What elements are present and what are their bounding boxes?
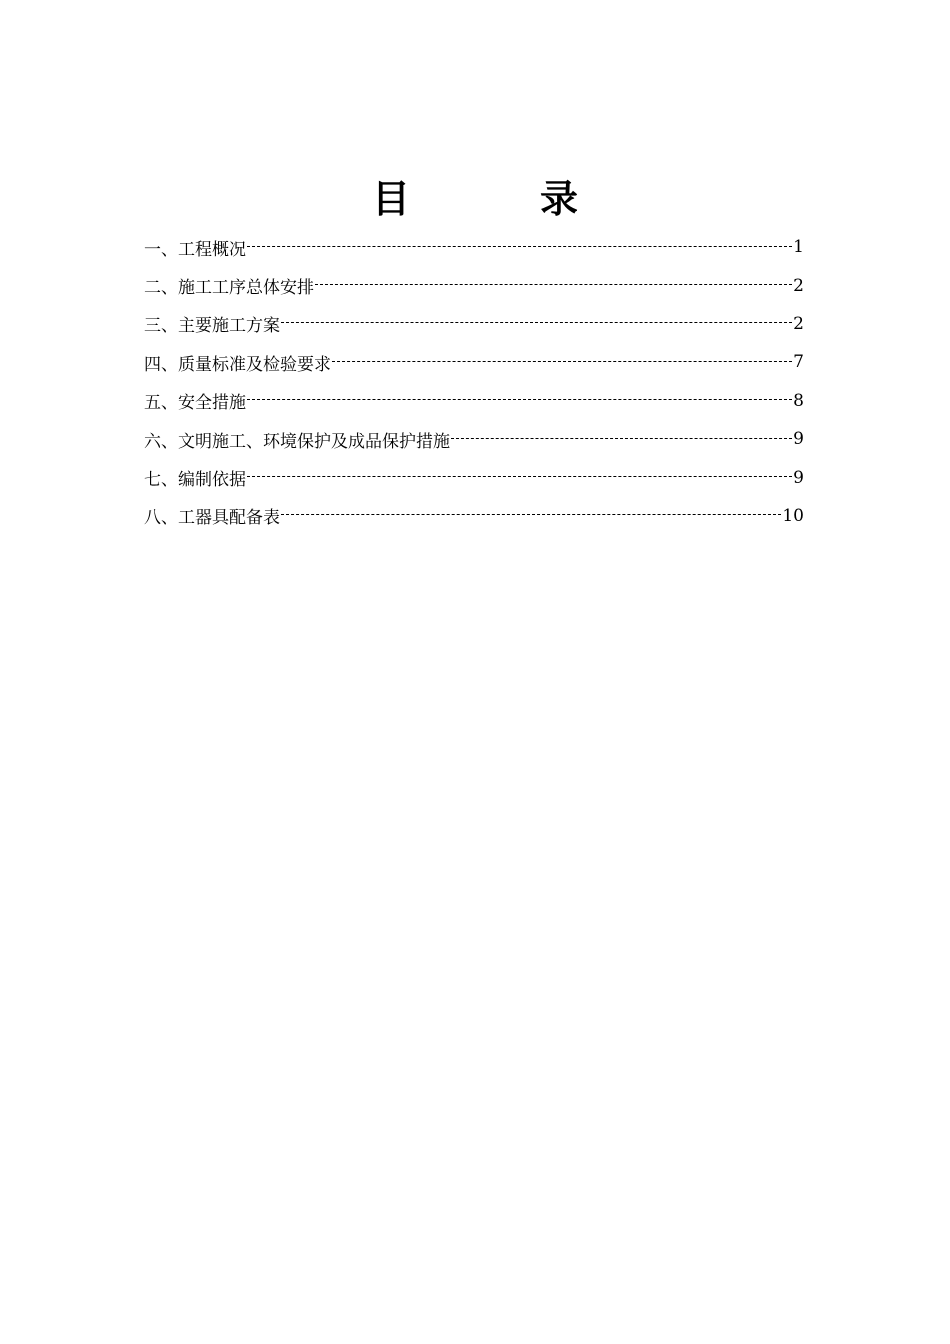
toc-entry-page: 10 — [782, 505, 804, 526]
toc-entry-1[interactable] — [144, 228, 804, 266]
toc-entry-2[interactable] — [144, 266, 804, 304]
toc-dash-leader — [332, 361, 792, 362]
toc-entry-label: 七、编制依据 — [144, 470, 246, 491]
table-of-contents — [144, 228, 804, 535]
title-char-1: 目 — [371, 177, 540, 221]
toc-entry-4[interactable] — [144, 343, 804, 381]
toc-entry-label: 一、工程概况 — [144, 239, 246, 260]
toc-entry-label: 五、安全措施 — [144, 393, 246, 414]
toc-entry-label: 二、施工工序总体安排 — [144, 278, 314, 299]
toc-entry-page: 2 — [793, 313, 804, 334]
toc-entry-3[interactable] — [144, 305, 804, 343]
page-title — [0, 176, 950, 222]
toc-entry-7[interactable] — [144, 458, 804, 496]
title-char-2: 录 — [540, 177, 709, 221]
toc-entry-label: 六、文明施工、环境保护及成品保护措施 — [144, 431, 450, 452]
toc-dash-leader — [281, 514, 781, 515]
toc-dash-leader — [451, 438, 792, 439]
toc-entry-page: 9 — [793, 467, 804, 488]
toc-dash-leader — [247, 476, 792, 477]
toc-dash-leader — [315, 284, 792, 285]
toc-dash-leader — [247, 399, 792, 400]
toc-dash-leader — [281, 322, 792, 323]
toc-entry-label: 四、质量标准及检验要求 — [144, 354, 331, 375]
toc-entry-page: 9 — [793, 429, 804, 450]
toc-entry-label: 八、工器具配备表 — [144, 508, 280, 529]
toc-entry-5[interactable] — [144, 382, 804, 420]
toc-dash-leader — [247, 246, 792, 247]
toc-entry-page: 8 — [793, 390, 804, 411]
toc-entry-page: 2 — [793, 275, 804, 296]
toc-entry-page: 1 — [793, 237, 804, 258]
toc-entry-page: 7 — [793, 352, 804, 373]
toc-entry-label: 三、主要施工方案 — [144, 316, 280, 337]
toc-entry-8[interactable] — [144, 497, 804, 535]
toc-entry-6[interactable] — [144, 420, 804, 458]
